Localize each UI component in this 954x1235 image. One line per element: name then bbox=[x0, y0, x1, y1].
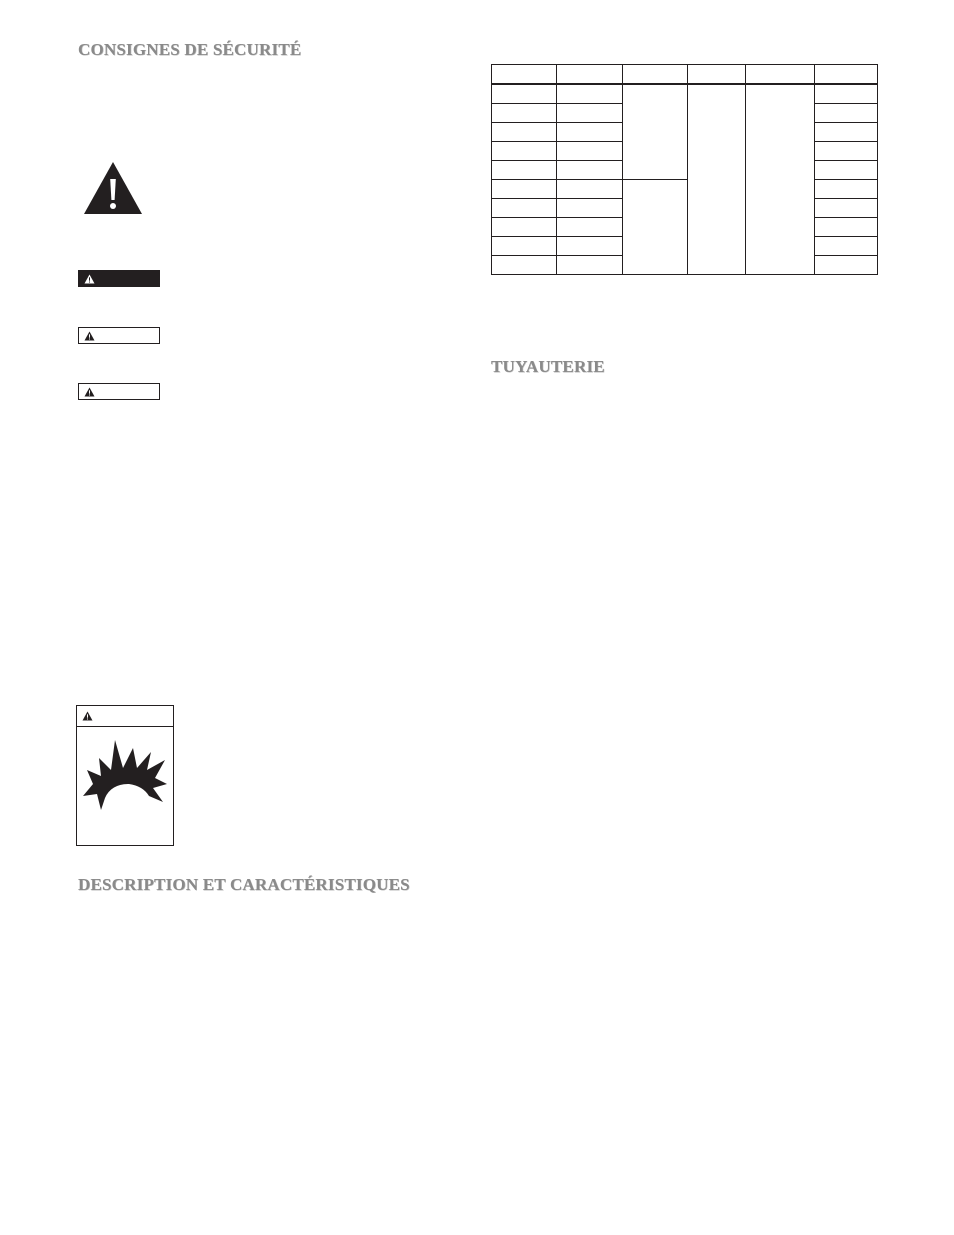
table-cell bbox=[557, 237, 623, 256]
table-header-cell bbox=[688, 65, 746, 85]
alert-triangle-icon bbox=[82, 711, 93, 721]
table-cell bbox=[815, 237, 878, 256]
explosion-hazard-panel bbox=[76, 705, 174, 846]
table-cell bbox=[557, 256, 623, 275]
table-cell bbox=[492, 237, 557, 256]
specifications-table bbox=[491, 64, 878, 275]
explosion-icon bbox=[81, 730, 169, 812]
table-cell bbox=[492, 199, 557, 218]
piping-heading: TUYAUTERIE bbox=[491, 357, 605, 376]
table-header-row bbox=[492, 65, 878, 85]
table-cell bbox=[557, 199, 623, 218]
table-cell bbox=[557, 123, 623, 142]
table-merged-cell bbox=[623, 180, 688, 275]
alert-triangle-icon bbox=[84, 331, 95, 341]
alert-triangle-icon bbox=[84, 387, 95, 397]
table-row bbox=[492, 180, 878, 199]
table-row bbox=[492, 84, 878, 104]
alert-triangle-icon bbox=[84, 274, 95, 284]
table-cell bbox=[815, 104, 878, 123]
table-cell bbox=[492, 123, 557, 142]
table-cell bbox=[815, 142, 878, 161]
table-cell bbox=[492, 180, 557, 199]
table-cell bbox=[557, 218, 623, 237]
table-merged-cell bbox=[746, 84, 815, 275]
table-cell bbox=[492, 218, 557, 237]
table-cell bbox=[492, 161, 557, 180]
table-cell bbox=[815, 123, 878, 142]
danger-signal-label bbox=[78, 270, 160, 287]
table-cell bbox=[815, 161, 878, 180]
table-header-cell bbox=[815, 65, 878, 85]
table-cell bbox=[815, 84, 878, 104]
warning-triangle-icon bbox=[82, 160, 144, 216]
table-merged-cell bbox=[688, 84, 746, 275]
safety-heading: CONSIGNES DE SÉCURITÉ bbox=[78, 40, 302, 59]
table-cell bbox=[557, 180, 623, 199]
table-cell bbox=[557, 104, 623, 123]
caution-signal-label bbox=[78, 383, 160, 400]
table-header-cell bbox=[557, 65, 623, 85]
table-header-cell bbox=[492, 65, 557, 85]
warning-signal-label bbox=[78, 327, 160, 344]
table-cell bbox=[815, 199, 878, 218]
table-cell bbox=[492, 256, 557, 275]
table-cell bbox=[557, 161, 623, 180]
table-cell bbox=[815, 180, 878, 199]
explosion-panel-header bbox=[77, 706, 173, 727]
table-merged-cell bbox=[623, 84, 688, 180]
table-cell bbox=[815, 256, 878, 275]
table-cell bbox=[492, 142, 557, 161]
table-cell bbox=[557, 84, 623, 104]
table-cell bbox=[557, 142, 623, 161]
description-heading: DESCRIPTION ET CARACTÉRISTIQUES bbox=[78, 875, 410, 894]
table-cell bbox=[492, 104, 557, 123]
table-header-cell bbox=[746, 65, 815, 85]
table-header-cell bbox=[623, 65, 688, 85]
table-cell bbox=[492, 84, 557, 104]
table-cell bbox=[815, 218, 878, 237]
